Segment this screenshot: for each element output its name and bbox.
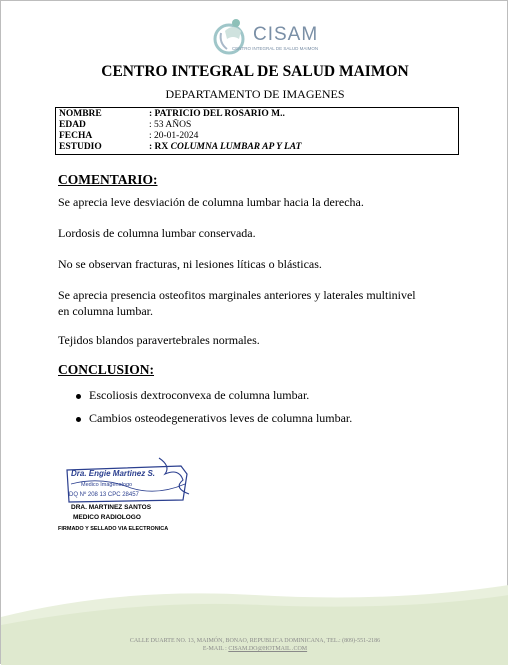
age-label: EDAD xyxy=(59,120,86,130)
signature-note: FIRMADO Y SELLADO VIA ELECTRONICA xyxy=(58,526,169,532)
comment-heading: COMENTARIO: xyxy=(58,172,158,187)
bullet-icon xyxy=(76,417,81,422)
document-title: CENTRO INTEGRAL DE SALUD MAIMON xyxy=(101,63,409,80)
footer-address: CALLE DUARTE NO. 13, MAIMÓN, BONAO, REPUBLICA DOMINICANA, TEL.: (809)-551-2186 xyxy=(129,638,381,644)
footer-wave xyxy=(1,581,508,665)
name-value: : PATRICIO DEL ROSARIO M.. xyxy=(149,109,285,119)
comment-paragraph: Se aprecia presencia osteofitos marginales anteriores y laterales multinivel en columna lumbar. xyxy=(58,288,416,318)
stamp-line-3: DQ Nº 208 13 CPC 28457 xyxy=(69,492,139,498)
footer-email-line xyxy=(1,646,508,652)
study-label: ESTUDIO xyxy=(59,142,102,152)
comment-paragraph: Lordosis de columna lumbar conservada. xyxy=(58,226,256,240)
conclusion-item: Cambios osteodegenerativos leves de columna lumbar. xyxy=(89,411,353,425)
date-value: : 20-01-2024 xyxy=(149,131,199,141)
footer-email-label: E-MAIL : xyxy=(202,646,229,652)
logo-subtitle: CENTRO INTEGRAL DE SALUD MAIMON xyxy=(232,46,319,51)
cisam-logo xyxy=(205,13,321,57)
bullet-icon xyxy=(76,394,81,399)
comment-paragraph: No se observan fracturas, ni lesiones líticas o blásticas. xyxy=(58,257,322,271)
stamp-line-2: Medico Imagenologo xyxy=(81,482,133,488)
patient-info-box xyxy=(55,107,459,155)
conclusion-item: Escoliosis dextroconvexa de columna lumbar. xyxy=(89,388,310,402)
comment-paragraph: Tejidos blandos paravertebrales normales. xyxy=(58,333,260,347)
date-label: FECHA xyxy=(59,131,93,141)
department-title: DEPARTAMENTO DE IMAGENES xyxy=(165,87,345,101)
comment-paragraph: Se aprecia leve desviación de columna lumbar hacia la derecha. xyxy=(58,195,364,209)
signature-stamp-icon xyxy=(61,454,201,506)
study-name: COLUMNA LUMBAR AP Y LAT xyxy=(170,142,302,152)
study-prefix: : RX xyxy=(149,142,169,152)
logo-name: CISAM xyxy=(253,24,319,45)
conclusion-heading: CONCLUSION: xyxy=(58,362,155,377)
signer-name: DRA. MARTINEZ SANTOS xyxy=(71,504,152,511)
footer-email-link[interactable]: CISAM.DO@HOTMAIL .COM xyxy=(228,646,308,652)
signer-title: MEDICO RADIOLOGO xyxy=(73,514,141,521)
age-value: : 53 AÑOS xyxy=(149,120,192,130)
stamp-line-1: Dra. Engie Martinez S. xyxy=(71,469,156,478)
study-value xyxy=(149,142,301,153)
name-label: NOMBRE xyxy=(59,109,102,119)
